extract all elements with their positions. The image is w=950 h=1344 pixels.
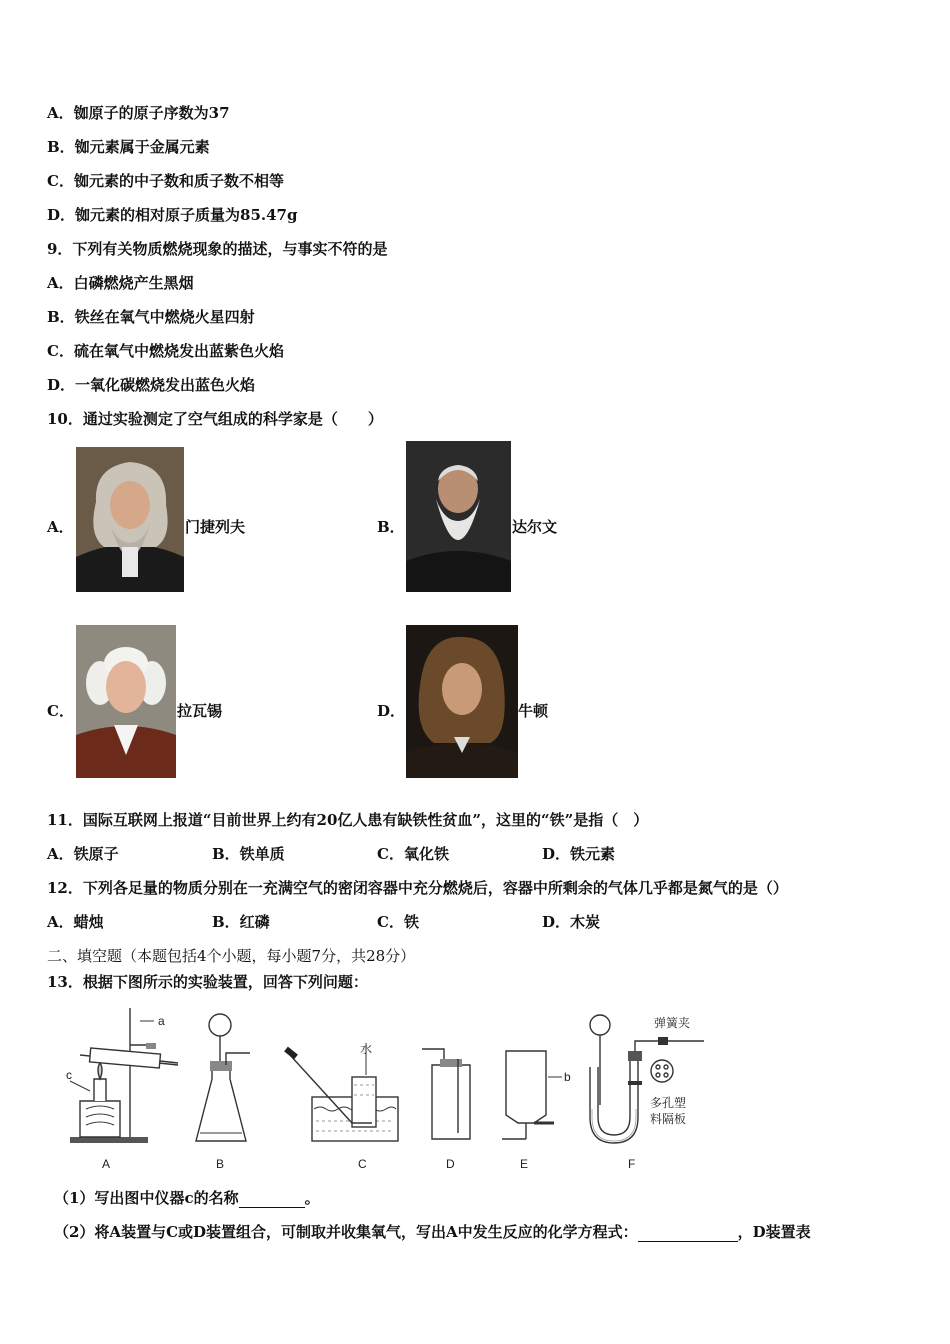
apparatus-f	[590, 1015, 704, 1143]
q8-option-c: C．铷元素的中子数和质子数不相等	[47, 172, 284, 190]
q12-stem: 12．下列各足量的物质分别在一充满空气的密闭容器中充分燃烧后，容器中所剩余的气体几乎都是氮气的是（）	[47, 879, 788, 897]
label-E: E	[520, 1157, 529, 1171]
q8-option-d: D．铷元素的相对原子质量为85.47g	[47, 206, 298, 224]
section-heading: 二、填空题（本题包括4个小题，每小题7分，共28分）	[47, 947, 416, 965]
label-B: B	[216, 1157, 225, 1171]
q10-option-d-letter: D．	[377, 702, 406, 720]
apparatus-d	[422, 1049, 470, 1139]
mendeleev-portrait	[76, 447, 184, 592]
q13-sub2-end: ，D装置表	[737, 1223, 811, 1241]
lab-apparatus-diagram	[50, 1005, 710, 1175]
q10-option-a-name: 门捷列夫	[185, 518, 246, 536]
q10-option-d-name: 牛顿	[518, 702, 549, 720]
apparatus-a	[70, 1008, 178, 1143]
q8-option-b: B．铷元素属于金属元素	[47, 138, 210, 156]
q10-option-b-name: 达尔文	[512, 518, 558, 536]
q9-option-d: D．一氧化碳燃烧发出蓝色火焰	[47, 376, 256, 394]
q12-option-b: B．红磷	[212, 913, 270, 931]
q9-option-b: B．铁丝在氧气中燃烧火星四射	[47, 308, 255, 326]
q12-option-a: A．蜡烛	[47, 913, 104, 931]
q10-stem: 10．通过实验测定了空气组成的科学家是（ ）	[47, 410, 383, 428]
q10-option-b-letter: B．	[377, 518, 405, 536]
apparatus-c	[286, 1045, 398, 1141]
label-F: F	[628, 1157, 636, 1171]
q10-option-c-letter: C．	[47, 702, 74, 720]
label-D: D	[446, 1157, 455, 1171]
q13-sub1	[54, 1187, 320, 1208]
q9-option-c: C．硫在氧气中燃烧发出蓝紫色火焰	[47, 342, 284, 360]
q13-stem: 13．根据下图所示的实验装置，回答下列问题：	[47, 973, 368, 991]
label-a: a	[158, 1014, 165, 1028]
q13-sub1-text: （1）写出图中仪器c的名称	[54, 1189, 239, 1207]
q13-sub2	[54, 1221, 811, 1242]
q10-option-a-letter: A．	[47, 518, 74, 536]
q11-option-a: A．铁原子	[47, 845, 119, 863]
label-c: c	[66, 1068, 72, 1082]
q8-option-a: A．铷原子的原子序数为37	[47, 104, 230, 122]
q13-sub2-answer-blank[interactable]	[638, 1227, 738, 1242]
apparatus-e	[502, 1051, 562, 1139]
label-clip: 弹簧夹	[654, 1016, 691, 1030]
q13-sub1-end: 。	[304, 1189, 320, 1207]
label-plate-line2: 料隔板	[650, 1112, 687, 1126]
q11-option-d: D．铁元素	[542, 845, 616, 863]
lavoisier-portrait	[76, 625, 176, 778]
q11-stem: 11．国际互联网上报道“目前世界上约有20亿人患有缺铁性贫血”，这里的“铁”是指（ ）	[47, 811, 649, 829]
q11-option-b: B．铁单质	[212, 845, 285, 863]
label-water: 水	[360, 1042, 373, 1056]
q10-option-c-name: 拉瓦锡	[177, 702, 223, 720]
q12-option-c: C．铁	[377, 913, 419, 931]
newton-portrait	[406, 625, 518, 778]
q9-option-a: A．白磷燃烧产生黑烟	[47, 274, 194, 292]
label-A: A	[102, 1157, 111, 1171]
label-b: b	[564, 1070, 571, 1084]
q13-sub1-answer-blank[interactable]	[239, 1193, 305, 1208]
label-C: C	[358, 1157, 367, 1171]
apparatus-b	[196, 1014, 250, 1141]
darwin-portrait	[406, 441, 511, 592]
q13-sub2-text: （2）将A装置与C或D装置组合，可制取并收集氧气，写出A中发生反应的化学方程式：	[54, 1223, 638, 1241]
q9-stem: 9．下列有关物质燃烧现象的描述，与事实不符的是	[47, 240, 388, 258]
label-plate-line1: 多孔塑	[650, 1096, 687, 1110]
q12-option-d: D．木炭	[542, 913, 601, 931]
q11-option-c: C．氧化铁	[377, 845, 449, 863]
